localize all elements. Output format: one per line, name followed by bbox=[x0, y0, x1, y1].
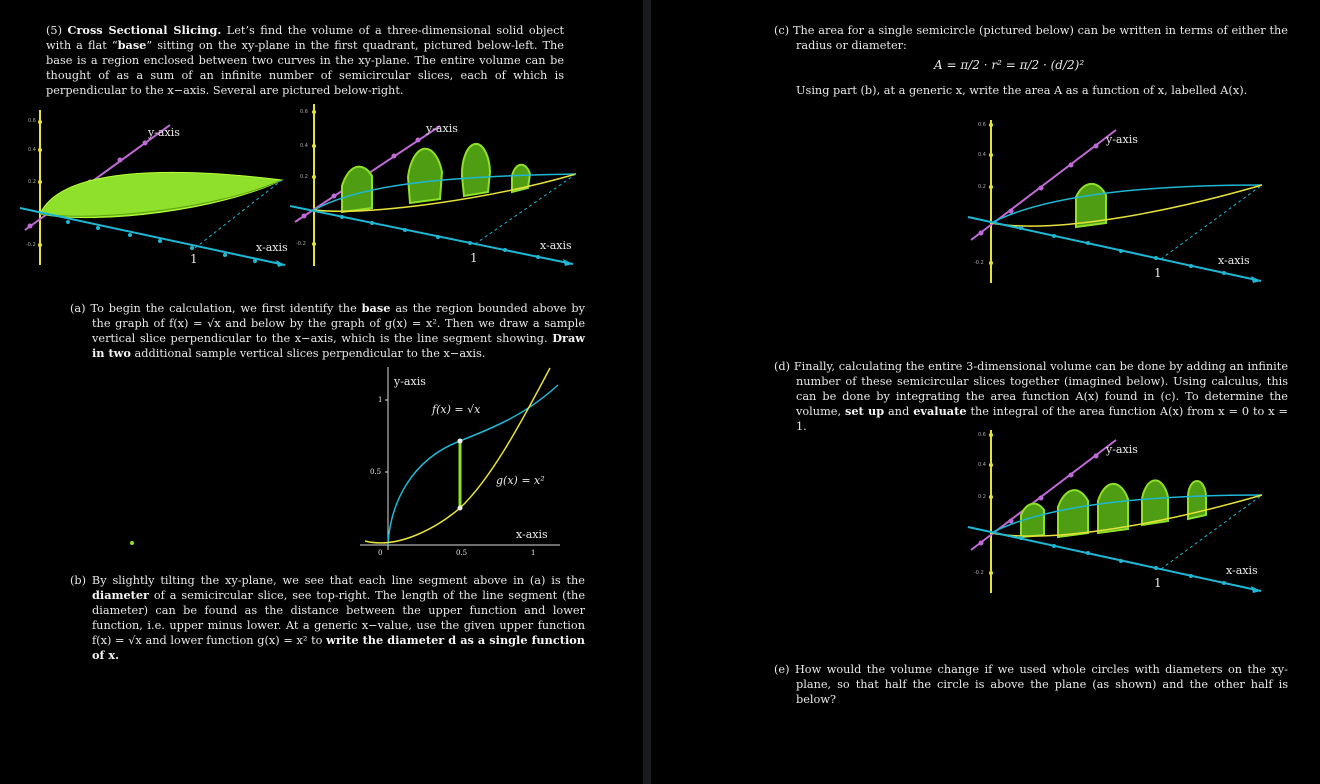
part-b-instruction: write the diameter d as a single function of x. bbox=[92, 633, 585, 662]
svg-text:-0.2: -0.2 bbox=[974, 260, 984, 266]
problem-number: (5) bbox=[46, 24, 63, 37]
svg-text:0.2: 0.2 bbox=[978, 494, 986, 500]
svg-text:0.4: 0.4 bbox=[28, 147, 36, 153]
intro-base-word: base bbox=[117, 38, 147, 52]
part-a-base-word: base bbox=[361, 301, 391, 315]
intro-text-2: ” sitting on the xy-plane in the first quadrant, pictured below-left. The base is a region enclosed between two curves in the xy-plane. The entire volume can be thought of as a sum of an infinite number of semicircular slices, each of which is perpendicular to the x−axis. Several are pictured below-right. bbox=[46, 39, 564, 97]
part-c bbox=[774, 23, 1288, 53]
fig3-one-label: 1 bbox=[1154, 266, 1162, 280]
part-a-label: (a) bbox=[70, 302, 86, 315]
part-d-label: (d) bbox=[774, 360, 791, 373]
graph-y-tick-half: 0.5 bbox=[370, 468, 382, 476]
part-a-text-2: as the region bounded above by the graph of f(x) = √x and below by the graph of g(x) = x². Then we draw a sample vertical slice perpendicular to the x−axis, which is the line segment showing. bbox=[92, 302, 585, 345]
graph-x-tick-half: 0.5 bbox=[456, 549, 468, 557]
graph-f-label: f(x) = √x bbox=[432, 403, 481, 416]
right-page bbox=[651, 0, 1320, 784]
part-a-text-3: additional sample vertical slices perpendicular to the x−axis. bbox=[130, 347, 486, 360]
part-b-diameter-word: diameter bbox=[92, 588, 150, 602]
intro-text-1: Let’s find the volume of a three-dimensional solid object with a flat “ bbox=[46, 24, 565, 52]
svg-text:0.6: 0.6 bbox=[978, 432, 986, 438]
problem-title: Cross Sectional Slicing. bbox=[67, 23, 222, 37]
part-c-text: The area for a single semicircle (pictured below) can be written in terms of either the radius or diameter: bbox=[792, 24, 1288, 52]
fig3-x-axis-label: x-axis bbox=[1218, 254, 1250, 267]
fig1-y-axis-label: y-axis bbox=[148, 126, 180, 139]
part-e-label: (e) bbox=[774, 663, 790, 676]
base-solid-figure bbox=[20, 110, 290, 270]
part-c-label: (c) bbox=[774, 24, 790, 37]
part-d-text-1: Finally, calculating the entire 3-dimensional volume can be done by adding an infinite number of these semicircular slices together (imagined below). Using calculus, this can be done by integrating the area function A(x) found in (c). To determine the volume, bbox=[793, 360, 1289, 418]
left-page bbox=[0, 0, 643, 784]
svg-text:-0.2: -0.2 bbox=[26, 242, 36, 248]
problem-intro bbox=[46, 23, 564, 98]
fig2-x-axis-label: x-axis bbox=[540, 239, 572, 252]
volume-slices-figure bbox=[966, 425, 1266, 595]
svg-text:-0.2: -0.2 bbox=[974, 570, 984, 576]
svg-text:0.2: 0.2 bbox=[28, 179, 36, 185]
part-b bbox=[70, 573, 585, 663]
part-d bbox=[774, 359, 1288, 434]
svg-text:0.4: 0.4 bbox=[978, 462, 986, 468]
fig1-x-axis-label: x-axis bbox=[256, 241, 288, 254]
single-semicircle-figure bbox=[966, 115, 1266, 285]
svg-text:0.4: 0.4 bbox=[300, 143, 308, 149]
svg-text:0.2: 0.2 bbox=[300, 174, 308, 180]
fig2-one-label: 1 bbox=[470, 251, 478, 265]
graph-y-tick-1: 1 bbox=[378, 396, 383, 404]
part-e bbox=[774, 662, 1288, 707]
area-formula: A = π/2 · r² = π/2 · (d/2)² bbox=[934, 58, 1085, 72]
part-d-evaluate-word: evaluate bbox=[913, 404, 967, 418]
svg-text:0.4: 0.4 bbox=[978, 152, 986, 158]
fig2-y-axis-label: y-axis bbox=[426, 122, 458, 135]
fig4-x-axis-label: x-axis bbox=[1226, 564, 1258, 577]
slices-figure bbox=[290, 104, 580, 269]
svg-text:0.6: 0.6 bbox=[978, 122, 986, 128]
part-e-text: How would the volume change if we used whole circles with diameters on the xy-plane, so that half the circle is above the plane (as shown) and the other half is below? bbox=[794, 663, 1288, 706]
fig4-y-axis-label: y-axis bbox=[1106, 443, 1138, 456]
graph-x-tick-1: 1 bbox=[531, 549, 536, 557]
graph-x-tick-0: 0 bbox=[378, 549, 383, 557]
part-a-draw-instruction: Draw in two bbox=[92, 331, 585, 360]
part-b-text-2: of a semicircular slice, see top-right. The length of the line segment (the diameter) can be found as the distance between the upper function and lower function, i.e. upper minus lower. At a generic x−value, use the given upper function f(x) = √x and lower function g(x) = x² to bbox=[92, 589, 585, 647]
part-d-setup-word: set up bbox=[844, 404, 885, 418]
part-a-text-1: To begin the calculation, we first identify the bbox=[90, 302, 362, 315]
page-divider bbox=[643, 0, 651, 784]
svg-text:0.6: 0.6 bbox=[28, 118, 36, 124]
fig4-one-label: 1 bbox=[1154, 576, 1162, 590]
part-c-after: Using part (b), at a generic x, write the area A as a function of x, labelled A(x). bbox=[796, 84, 1248, 97]
part-d-text-2: and bbox=[884, 405, 914, 418]
svg-text:-0.2: -0.2 bbox=[296, 241, 306, 247]
part-b-text-1: By slightly tilting the xy-plane, we see that each line segment above in (a) is the bbox=[91, 574, 585, 587]
svg-text:0.2: 0.2 bbox=[978, 184, 986, 190]
stray-dot bbox=[129, 540, 135, 546]
svg-text:0.6: 0.6 bbox=[300, 109, 308, 115]
part-a bbox=[70, 301, 585, 361]
fig1-one-label: 1 bbox=[190, 252, 198, 266]
graph-y-axis-label: y-axis bbox=[394, 375, 426, 388]
region-graph bbox=[360, 365, 570, 560]
fig3-y-axis-label: y-axis bbox=[1106, 133, 1138, 146]
graph-g-label: g(x) = x² bbox=[496, 474, 545, 487]
part-b-label: (b) bbox=[70, 574, 87, 587]
graph-x-axis-label: x-axis bbox=[516, 528, 548, 541]
part-d-text-3: the integral of the area function A(x) from x = 0 to x = 1. bbox=[796, 405, 1289, 433]
